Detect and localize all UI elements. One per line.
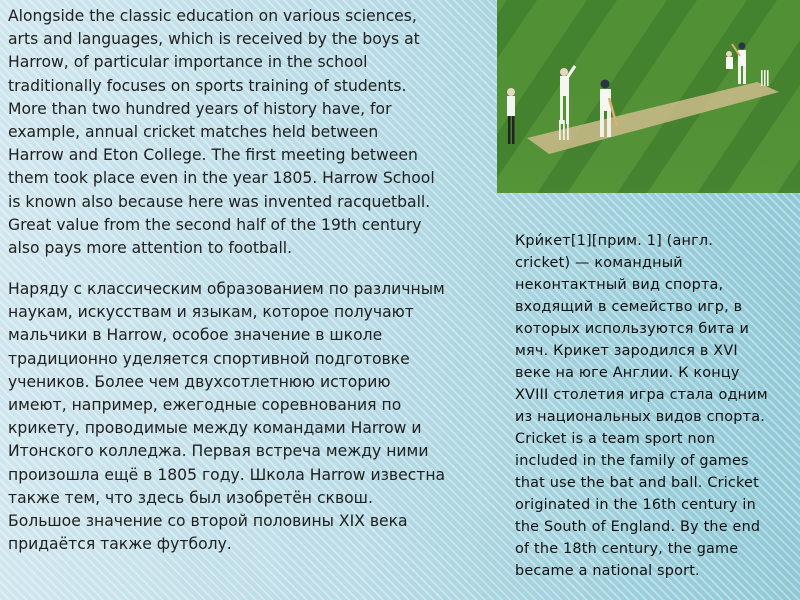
russian-paragraph: Наряду с классическим образованием по различным наукам, искусствам и языкам, которое получают мальчики в Harrow, особое значение в школе традиционно уделяется спортивной подготовке учеников. Более чем двухсотлетнюю историю имеют, например, ежегодные соревнования по крикету, проводимые между командами Harrow и Итонского колледжа. Первая встреча между ними произошла ещё в 1805 году. Школа Harrow известна также тем, что здесь был изобретён сквош. Большое значение со второй половины XIX века придаётся также футболу. xyxy=(8,280,446,554)
cricket-match-photo xyxy=(497,0,800,193)
english-paragraph: Alongside the classic education on various sciences, arts and languages, which is received by the boys at Harrow, of particular importance in the school traditionally focuses on sports training of students. More than two hundred years of history have, for example, annual cricket matches held between Harrow and Eton College. The first meeting between them took place even in the year 1805. Harrow School is known also because here was invented racquetball. Great value from the second half of the 19th century also pays more attention to football. xyxy=(8,7,435,258)
cricket-definition: Кри́кет[1][прим. 1] (англ. cricket) — командный неконтактный вид спорта, входящий в семейство игр, в которых используются бита и мяч. Крикет зародился в XVI веке на юге Англии. К концу XVIII столетия игра стала одним из национальных видов спорта. Cricket is a team sport non included in the family of games that use the bat and ball. Cricket originated in the 16th century in the South of England. By the end of the 18th century, the game became a national sport. xyxy=(515,233,768,579)
